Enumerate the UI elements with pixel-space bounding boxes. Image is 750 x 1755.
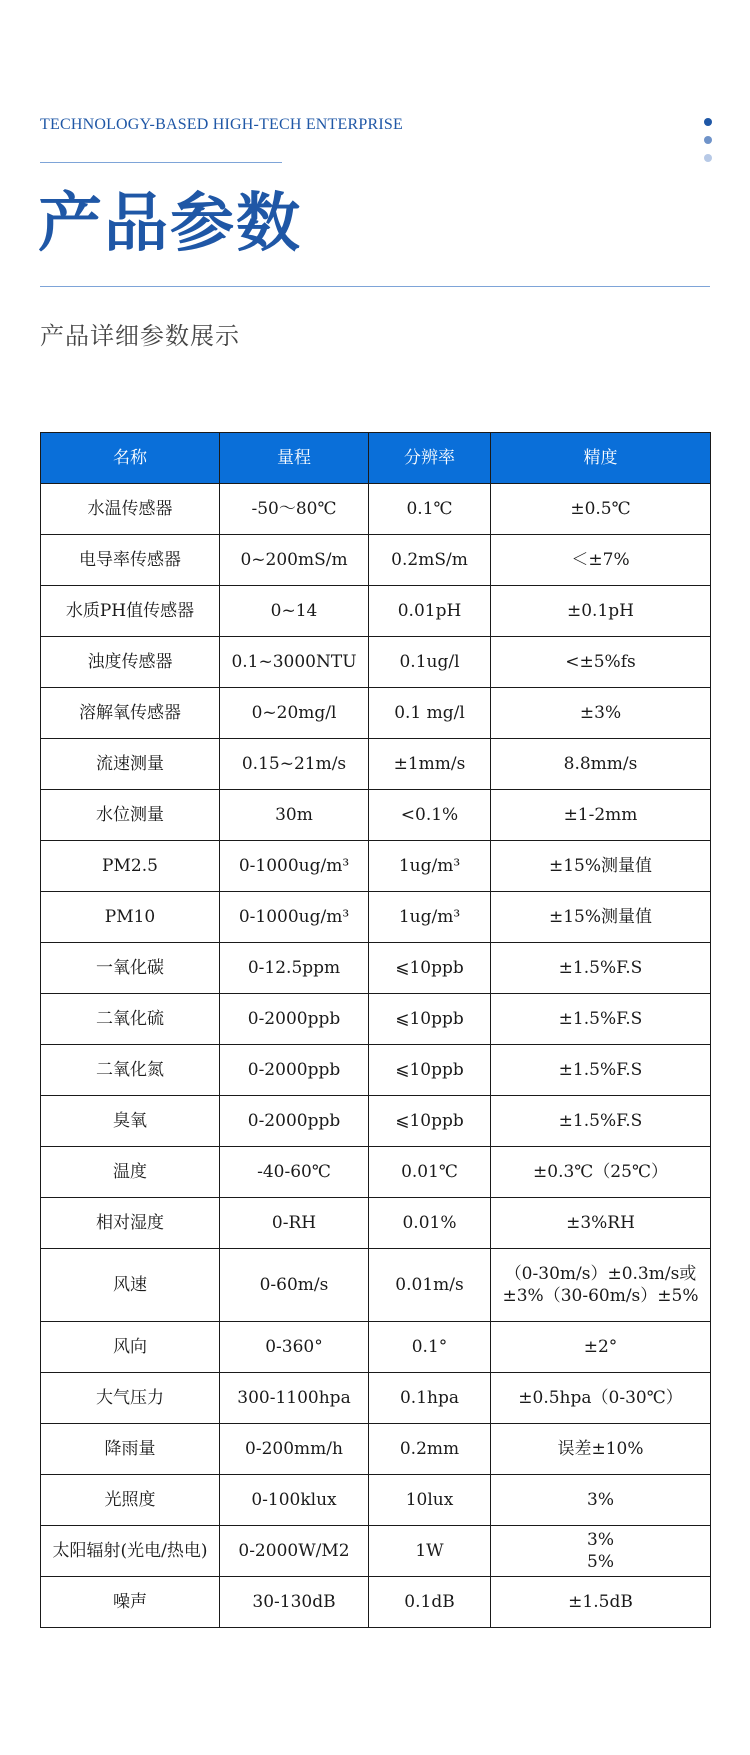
table-row — [41, 1198, 711, 1249]
table-row — [41, 1322, 711, 1373]
cell-resolution: 0.1° — [369, 1322, 491, 1373]
table-row — [41, 1096, 711, 1147]
cell-name: 风向 — [41, 1322, 220, 1373]
cell-accuracy: ±15%测量值 — [491, 841, 711, 892]
decorative-dots — [702, 118, 714, 172]
parameters-table — [40, 432, 711, 1628]
long-divider — [40, 286, 710, 287]
page-subtitle: 产品详细参数展示 — [40, 322, 240, 350]
cell-name: 流速测量 — [41, 739, 220, 790]
cell-resolution: ±1mm/s — [369, 739, 491, 790]
table-row — [41, 790, 711, 841]
table-row — [41, 1373, 711, 1424]
cell-name: PM2.5 — [41, 841, 220, 892]
cell-accuracy: 8.8mm/s — [491, 739, 711, 790]
cell-name: 溶解氧传感器 — [41, 688, 220, 739]
cell-accuracy: 3% — [491, 1475, 711, 1526]
cell-accuracy: ±2° — [491, 1322, 711, 1373]
cell-name: 水质PH值传感器 — [41, 586, 220, 637]
cell-resolution: 0.1hpa — [369, 1373, 491, 1424]
cell-resolution: ⩽10ppb — [369, 994, 491, 1045]
cell-name: 太阳辐射(光电/热电) — [41, 1526, 220, 1577]
cell-accuracy: ±15%测量值 — [491, 892, 711, 943]
column-header-accuracy: 精度 — [491, 433, 711, 484]
cell-name: 水温传感器 — [41, 484, 220, 535]
cell-accuracy: ±1.5%F.S — [491, 1045, 711, 1096]
table-row — [41, 841, 711, 892]
cell-name: 风速 — [41, 1249, 220, 1322]
cell-range: 0-1000ug/m³ — [220, 892, 369, 943]
cell-name: 电导率传感器 — [41, 535, 220, 586]
table-row — [41, 688, 711, 739]
cell-range: 0-100klux — [220, 1475, 369, 1526]
cell-range: 0-12.5ppm — [220, 943, 369, 994]
cell-range: 0-2000ppb — [220, 994, 369, 1045]
cell-name: 光照度 — [41, 1475, 220, 1526]
cell-name: PM10 — [41, 892, 220, 943]
cell-accuracy: ±1.5dB — [491, 1577, 711, 1628]
cell-resolution: 0.01℃ — [369, 1147, 491, 1198]
cell-resolution: ⩽10ppb — [369, 1045, 491, 1096]
table-row — [41, 1045, 711, 1096]
cell-accuracy: <±5%fs — [491, 637, 711, 688]
cell-resolution: ⩽10ppb — [369, 943, 491, 994]
cell-resolution: 0.2mm — [369, 1424, 491, 1475]
table-row — [41, 943, 711, 994]
table-row — [41, 637, 711, 688]
cell-range: 0.1~3000NTU — [220, 637, 369, 688]
cell-range: 0~14 — [220, 586, 369, 637]
cell-range: 30-130dB — [220, 1577, 369, 1628]
cell-range: 0.15~21m/s — [220, 739, 369, 790]
cell-name: 一氧化碳 — [41, 943, 220, 994]
cell-name: 噪声 — [41, 1577, 220, 1628]
cell-accuracy: ＜±7% — [491, 535, 711, 586]
cell-range: 0-360° — [220, 1322, 369, 1373]
cell-accuracy: ±0.1pH — [491, 586, 711, 637]
cell-accuracy: ±0.3℃（25℃） — [491, 1147, 711, 1198]
cell-name: 臭氧 — [41, 1096, 220, 1147]
cell-range: 0~200mS/m — [220, 535, 369, 586]
table-row — [41, 535, 711, 586]
table-row — [41, 1577, 711, 1628]
table-row — [41, 1424, 711, 1475]
cell-resolution: 1W — [369, 1526, 491, 1577]
short-divider — [40, 162, 282, 163]
cell-accuracy: ±1.5%F.S — [491, 1096, 711, 1147]
cell-name: 二氧化氮 — [41, 1045, 220, 1096]
cell-resolution: 10lux — [369, 1475, 491, 1526]
cell-range: 0-2000W/M2 — [220, 1526, 369, 1577]
table-row — [41, 586, 711, 637]
cell-accuracy: 误差±10% — [491, 1424, 711, 1475]
column-header-range: 量程 — [220, 433, 369, 484]
cell-accuracy: ±3%RH — [491, 1198, 711, 1249]
cell-name: 降雨量 — [41, 1424, 220, 1475]
cell-accuracy: ±1.5%F.S — [491, 994, 711, 1045]
cell-range: 0~20mg/l — [220, 688, 369, 739]
company-tagline: TECHNOLOGY-BASED HIGH-TECH ENTERPRISE — [40, 116, 403, 133]
cell-accuracy: （0-30m/s）±0.3m/s或 ±3%（30-60m/s）±5% — [491, 1249, 711, 1322]
cell-resolution: 0.1dB — [369, 1577, 491, 1628]
page-title: 产品参数 — [38, 186, 302, 261]
cell-resolution: 0.01% — [369, 1198, 491, 1249]
column-header-name: 名称 — [41, 433, 220, 484]
cell-accuracy: ±0.5hpa（0-30℃） — [491, 1373, 711, 1424]
table-row — [41, 739, 711, 790]
cell-resolution: 0.1 mg/l — [369, 688, 491, 739]
cell-resolution: 0.01m/s — [369, 1249, 491, 1322]
cell-resolution: 0.1℃ — [369, 484, 491, 535]
cell-name: 二氧化硫 — [41, 994, 220, 1045]
cell-resolution: <0.1% — [369, 790, 491, 841]
cell-range: 0-200mm/h — [220, 1424, 369, 1475]
table-row — [41, 892, 711, 943]
table-row — [41, 1147, 711, 1198]
cell-accuracy: 3% 5% — [491, 1526, 711, 1577]
table-row — [41, 1475, 711, 1526]
table-row — [41, 1526, 711, 1577]
table-row — [41, 1249, 711, 1322]
cell-range: 0-RH — [220, 1198, 369, 1249]
table-row — [41, 994, 711, 1045]
cell-range: 0-60m/s — [220, 1249, 369, 1322]
cell-range: -40-60℃ — [220, 1147, 369, 1198]
cell-resolution: 0.01pH — [369, 586, 491, 637]
dot-icon — [704, 118, 712, 126]
cell-resolution: 1ug/m³ — [369, 892, 491, 943]
dot-icon — [704, 136, 712, 144]
cell-accuracy: ±1-2mm — [491, 790, 711, 841]
cell-range: 0-2000ppb — [220, 1045, 369, 1096]
cell-accuracy: ±0.5℃ — [491, 484, 711, 535]
cell-name: 大气压力 — [41, 1373, 220, 1424]
cell-range: -50～80℃ — [220, 484, 369, 535]
cell-name: 浊度传感器 — [41, 637, 220, 688]
cell-accuracy: ±1.5%F.S — [491, 943, 711, 994]
cell-resolution: ⩽10ppb — [369, 1096, 491, 1147]
cell-range: 0-2000ppb — [220, 1096, 369, 1147]
cell-range: 300-1100hpa — [220, 1373, 369, 1424]
table-body — [41, 484, 711, 1628]
table-row — [41, 484, 711, 535]
column-header-resolution: 分辨率 — [369, 433, 491, 484]
cell-resolution: 0.1ug/l — [369, 637, 491, 688]
table-header-row — [41, 433, 711, 484]
cell-name: 水位测量 — [41, 790, 220, 841]
cell-resolution: 1ug/m³ — [369, 841, 491, 892]
cell-name: 相对湿度 — [41, 1198, 220, 1249]
cell-accuracy: ±3% — [491, 688, 711, 739]
cell-range: 0-1000ug/m³ — [220, 841, 369, 892]
dot-icon — [704, 154, 712, 162]
cell-resolution: 0.2mS/m — [369, 535, 491, 586]
cell-range: 30m — [220, 790, 369, 841]
cell-name: 温度 — [41, 1147, 220, 1198]
